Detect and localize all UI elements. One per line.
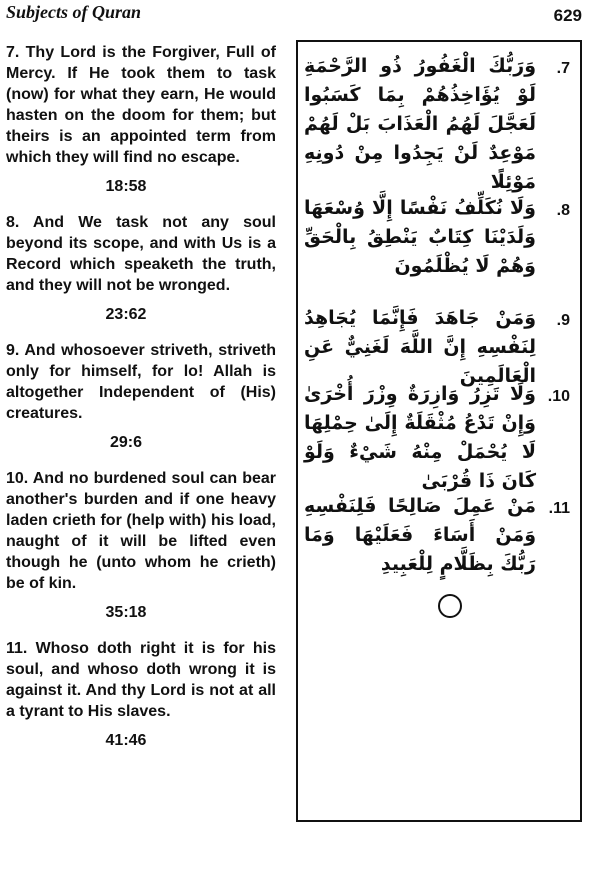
entry-10 <box>6 468 276 624</box>
verse-reference-7: 18:58 <box>105 178 147 195</box>
verse-translation-11: 11. Whoso doth right it is for his soul, and whoso doth wrong it is against it. And thy Lord is not at all a tyrant to His slaves. <box>6 640 276 720</box>
arabic-verse-text: وَمَنْ جَاهَدَ فَإِنَّمَا يُجَاهِدُ لِنَفْسِهِ إِنَّ اللَّهَ لَغَنِيٌّ عَنِ الْعَالَمِينَ <box>304 307 536 387</box>
entry-9 <box>6 340 276 454</box>
arabic-verse-text: مَنْ عَمِلَ صَالِحًا فَلِنَفْسِهِ وَمَنْ أَسَاءَ فَعَلَيْهَا وَمَا رَبُّكَ بِظَلَّامٍ لِلْعَبِيدِ <box>304 495 536 575</box>
verse-translation-8: 8. And We task not any soul beyond its scope, and with Us is a Record which speaketh the truth, and they will not be wronged. <box>6 214 276 294</box>
verse-translation-10: 10. And no burdened soul can bear another's burden and if one heavy laden crieth for (help with) his load, naught of it will be lifted even though he (unto whom he crieth) be of kin. <box>6 470 276 592</box>
verse-reference-10: 35:18 <box>105 604 147 621</box>
page-header <box>0 0 600 30</box>
arabic-verse-text: وَلَا نُكَلِّفُ نَفْسًا إِلَّا وُسْعَهَا وَلَدَيْنَا كِتَابٌ يَنْطِقُ بِالْحَقِّ وَهُمْ لَا يُظْلَمُونَ <box>304 197 536 277</box>
arabic-verse-text: وَلَا تَزِرُ وَازِرَةٌ وِزْرَ أُخْرَىٰ وَإِنْ تَدْعُ مُثْقَلَةٌ إِلَىٰ حِمْلِهَا لَا يُحْمَلْ مِنْهُ شَيْءٌ وَلَوْ كَانَ ذَا قُرْبَىٰ <box>304 383 536 492</box>
verse-translation-9: 9. And whosoever striveth, striveth only for himself, for lo! Allah is altogether Independent of (His) creatures. <box>6 342 276 422</box>
arabic-verse-number: .10 <box>547 388 570 405</box>
arabic-text-panel <box>296 40 582 822</box>
arabic-verse-text: وَرَبُّكَ الْغَفُورُ ذُو الرَّحْمَةِ لَوْ يُؤَاخِذُهُمْ بِمَا كَسَبُوا لَعَجَّلَ لَهُمُ الْعَذَابَ بَلْ لَهُمْ مَوْعِدٌ لَنْ يَجِدُوا مِنْ دُونِهِ مَوْئِلًا <box>304 55 536 193</box>
entry-8 <box>6 212 276 326</box>
arabic-verse-number: .8 <box>556 202 570 219</box>
verse-translation-7: 7. Thy Lord is the Forgiver, Full of Mercy. If He took them to task (now) for what they earn, He would hasten on the doom for them; but theirs is an appointed term from which they will find no escape. <box>6 44 276 166</box>
entry-11 <box>6 638 276 752</box>
arabic-verse-number: .9 <box>556 312 570 329</box>
page-number: 629 <box>553 6 582 25</box>
translation-column <box>6 42 276 752</box>
verse-reference-9: 29:6 <box>109 434 143 451</box>
verse-reference-11: 41:46 <box>105 732 147 749</box>
end-circle-ornament <box>438 594 462 618</box>
entry-7 <box>6 42 276 198</box>
running-title: Subjects of Quran <box>6 2 142 22</box>
arabic-verse-number: .11 <box>548 500 570 517</box>
arabic-verse-number: .7 <box>556 60 570 77</box>
verse-reference-8: 23:62 <box>105 306 147 323</box>
